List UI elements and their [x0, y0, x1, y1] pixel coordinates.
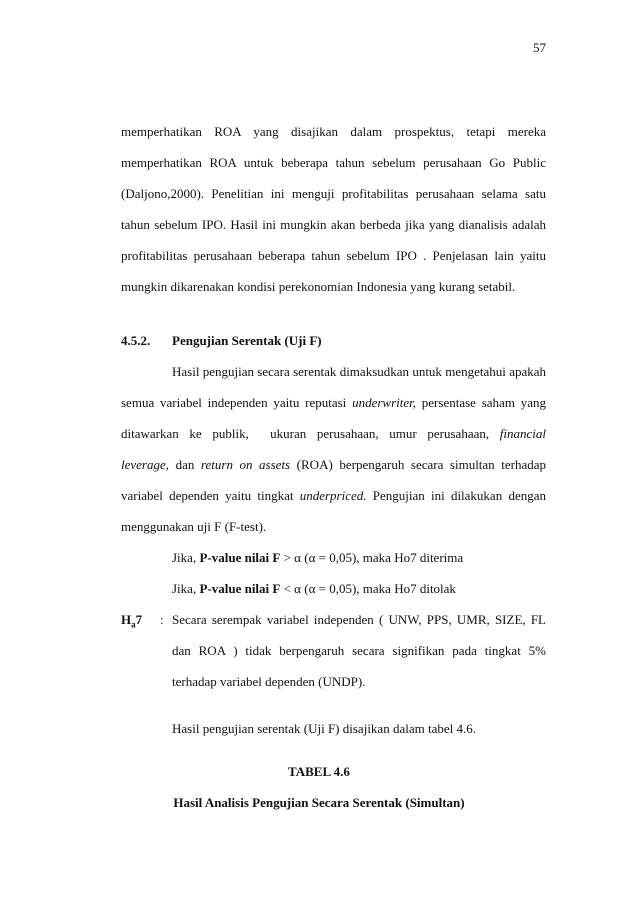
decision-rule: Jika, P-value nilai F > α (α = 0,05), maka Ho7 diterima [172, 550, 464, 565]
section-number: 4.5.2. [121, 333, 151, 348]
paragraph-line: memperhatikan ROA yang disajikan dalam prospektus, tetapi mereka [121, 124, 546, 139]
hypothesis-line: terhadap variabel dependen (UNDP). [172, 674, 366, 689]
paragraph-line: menggunakan uji F (F-test). [121, 519, 267, 534]
paragraph-line: tahun sebelum IPO. Hasil ini mungkin akan berbeda jika yang dianalisis adalah [121, 217, 546, 232]
paragraph-line: Hasil pengujian serentak (Uji F) disajikan dalam tabel 4.6. [172, 721, 476, 736]
table-title: TABEL 4.6 [288, 764, 350, 779]
paragraph-line: ditawarkan ke publik, ukuran perusahaan, umur perusahaan, financial [121, 426, 546, 441]
hypothesis-line: dan ROA ) tidak berpengaruh secara signifikan pada tingkat 5% [172, 643, 546, 658]
decision-rule: Jika, P-value nilai F < α (α = 0,05), maka Ho7 ditolak [172, 581, 456, 596]
paragraph-line: (Daljono,2000). Penelitian ini menguji profitabilitas perusahaan selama satu [121, 186, 546, 201]
paragraph-line: semua variabel independen yaitu reputasi underwriter, persentase saham yang [121, 395, 546, 410]
paragraph-line: Hasil pengujian secara serentak dimaksudkan untuk mengetahui apakah [172, 364, 546, 379]
bold-term: P-value nilai F [199, 550, 281, 565]
paragraph-line: profitabilitas perusahaan beberapa tahun sebelum IPO . Penjelasan lain yaitu [121, 248, 546, 263]
italic-term: leverage, [121, 457, 170, 472]
paragraph-line: mungkin dikarenakan kondisi perekonomian Indonesia yang kurang setabil. [121, 279, 516, 294]
hypothesis-line: Secara serempak variabel independen ( UNW, PPS, UMR, SIZE, FL [172, 612, 546, 627]
page-number: 57 [533, 40, 546, 55]
italic-term: underpriced. [299, 488, 367, 503]
table-caption: Hasil Analisis Pengujian Secara Serentak (Simultan) [173, 795, 465, 810]
italic-term: return on assets [200, 457, 291, 472]
bold-term: P-value nilai F [199, 581, 281, 596]
paragraph-line: memperhatikan ROA untuk beberapa tahun sebelum perusahaan Go Public [121, 155, 546, 170]
section-title: Pengujian Serentak (Uji F) [172, 333, 322, 348]
hypothesis-label: $H_a7$ : [121, 612, 164, 630]
italic-term: financial [499, 426, 546, 441]
hypothesis-colon: : [160, 612, 164, 627]
italic-term: underwriter, [352, 395, 416, 410]
section-heading [121, 333, 322, 349]
paragraph-line: leverage, dan return on assets (ROA) berpengaruh secara simultan terhadap [121, 457, 546, 472]
paragraph-line: variabel dependen yaitu tingkat underpriced. Pengujian ini dilakukan dengan [121, 488, 546, 503]
